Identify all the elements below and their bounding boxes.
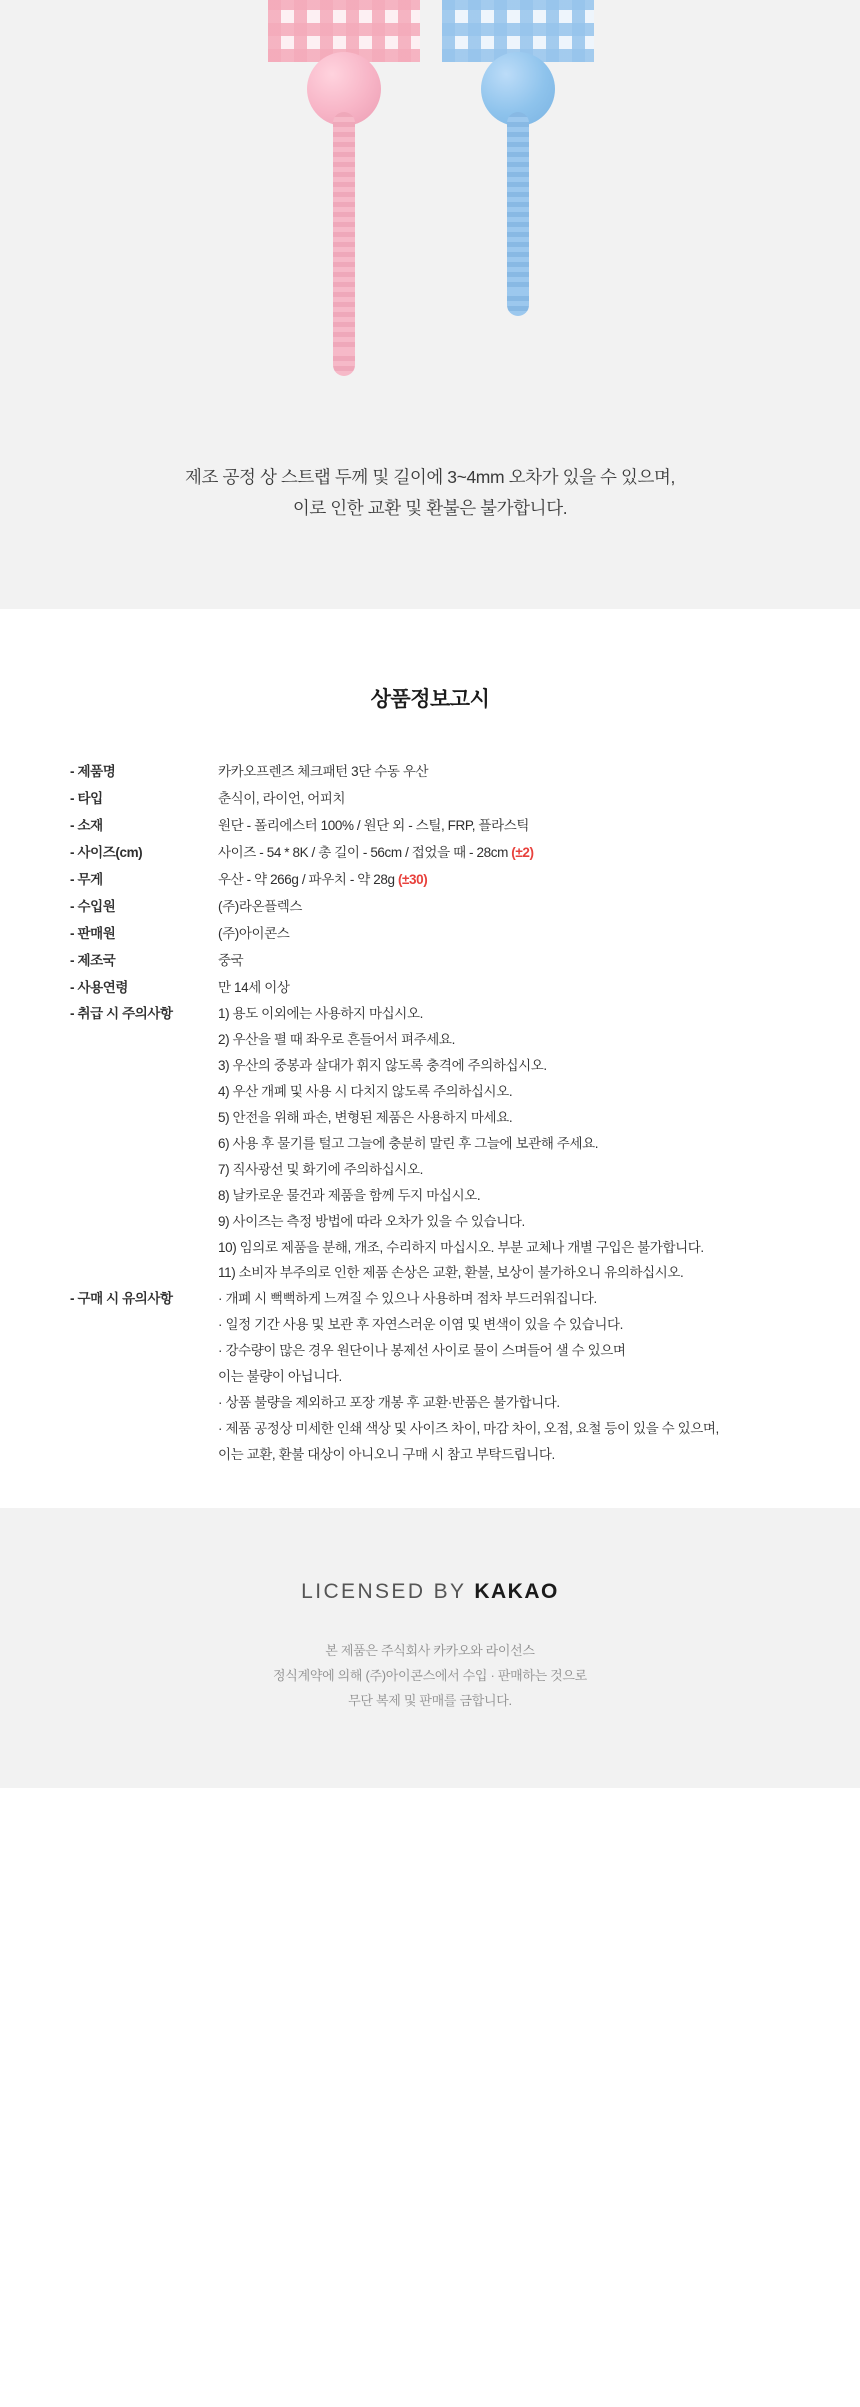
info-row: [70, 948, 790, 975]
info-value-line: 원단 - 폴리에스터 100% / 원단 외 - 스틸, FRP, 플라스틱: [218, 818, 529, 834]
info-value-line: 8) 날카로운 물건과 제품을 함께 두지 마십시오.: [218, 1187, 481, 1203]
info-row-label: - 판매원: [70, 925, 116, 941]
product-info-section: [0, 609, 860, 1507]
license-prefix: LICENSED BY: [301, 1579, 467, 1603]
info-row: [70, 1001, 790, 1286]
info-value-line: 춘식이, 라이언, 어피치: [218, 791, 346, 807]
info-value-line: 카카오프렌즈 체크패턴 3단 수동 우산: [218, 764, 429, 780]
info-value-highlight: (±30): [397, 871, 428, 887]
info-row-value: [216, 1001, 790, 1286]
info-row-value: [216, 975, 790, 1002]
info-row-label: - 무게: [70, 871, 103, 887]
license-line-1: 본 제품은 주식회사 카카오와 라이선스: [325, 1642, 535, 1658]
license-text: [0, 1638, 860, 1714]
info-value-line: 5) 안전을 위해 파손, 변형된 제품은 사용하지 마세요.: [218, 1110, 513, 1126]
info-value-line: 1) 용도 이외에는 사용하지 마십시오.: [218, 1006, 423, 1022]
info-value-line: · 개폐 시 뻑뻑하게 느껴질 수 있으나 사용하며 점차 부드러워집니다.: [218, 1291, 597, 1307]
license-headline: [0, 1580, 860, 1604]
info-row-value: [216, 1286, 790, 1467]
info-row-value: [216, 786, 790, 813]
info-row: [70, 921, 790, 948]
info-value-line: 6) 사용 후 물기를 털고 그늘에 충분히 말린 후 그늘에 보관해 주세요.: [218, 1135, 599, 1151]
info-value-line: 11) 소비자 부주의로 인한 제품 손상은 교환, 환불, 보상이 불가하오니 유의하십시오.: [218, 1265, 684, 1281]
info-row: [70, 1286, 790, 1467]
info-row-value: [216, 894, 790, 921]
info-value-line: · 제품 공정상 미세한 인쇄 색상 및 사이즈 차이, 마감 차이, 오점, 요철 등이 있을 수 있으며,: [218, 1420, 719, 1436]
info-row: [70, 786, 790, 813]
info-value-line: · 상품 불량을 제외하고 포장 개봉 후 교환·반품은 불가합니다.: [218, 1395, 560, 1410]
info-value-line: [218, 840, 790, 866]
info-row-value: [216, 921, 790, 948]
license-footer: [0, 1508, 860, 1788]
info-value-line: 3) 우산의 중봉과 살대가 휘지 않도록 충격에 주의하십시오.: [218, 1058, 547, 1074]
info-value-line: 7) 직사광선 및 화기에 주의하십시오.: [218, 1161, 423, 1177]
info-value-line: · 일정 기간 사용 및 보관 후 자연스러운 이염 및 변색이 있을 수 있습니다.: [218, 1317, 623, 1333]
info-value-line: [218, 867, 790, 893]
info-row-label: - 수입원: [70, 898, 116, 914]
info-value-text: 사이즈 - 54 * 8K / 총 길이 - 56cm / 접었을 때 - 28cm: [218, 844, 508, 860]
info-value-highlight: (±2): [511, 844, 534, 860]
info-row-value: [216, 840, 790, 867]
pink-umbrella-strap-end: [333, 352, 355, 376]
info-row-label: - 제품명: [70, 764, 116, 780]
info-value-text: 우산 - 약 266g / 파우치 - 약 28g: [218, 871, 395, 887]
info-title: 상품정보고시: [370, 688, 490, 712]
info-row: [70, 894, 790, 921]
blue-umbrella-strap-end: [507, 292, 529, 316]
kakao-brand: KAKAO: [474, 1579, 559, 1603]
info-row-label: - 사이즈(cm): [70, 844, 143, 860]
info-row: [70, 840, 790, 867]
info-value-line: 4) 우산 개폐 및 사용 시 다치지 않도록 주의하십시오.: [218, 1084, 513, 1100]
product-photo: [0, 0, 860, 430]
info-row: [70, 975, 790, 1002]
pink-umbrella: [268, 0, 420, 62]
license-line-2: 정식계약에 의해 (주)아이콘스에서 수입 · 판매하는 것으로: [273, 1668, 587, 1684]
pink-umbrella-strap: [333, 112, 355, 362]
blue-umbrella-strap: [507, 112, 529, 302]
notice-line-2: 이로 인한 교환 및 환불은 불가합니다.: [292, 497, 568, 518]
info-row-value: [216, 759, 790, 786]
info-row-value: [216, 867, 790, 894]
product-info-table: [70, 759, 790, 1467]
license-line-3: 무단 복제 및 판매를 금합니다.: [348, 1693, 512, 1709]
info-value-line: 이는 교환, 환불 대상이 아니오니 구매 시 참고 부탁드립니다.: [218, 1446, 555, 1462]
info-row-label: - 소재: [70, 818, 103, 834]
info-row: [70, 867, 790, 894]
info-value-line: 10) 임의로 제품을 분해, 개조, 수리하지 마십시오. 부분 교체나 개별 구입은 불가합니다.: [218, 1239, 704, 1255]
info-row-label: - 사용연령: [70, 979, 129, 995]
info-row-label: - 제조국: [70, 952, 116, 968]
info-value-line: 이는 불량이 아닙니다.: [218, 1369, 342, 1385]
manufacturing-notice: [0, 430, 860, 609]
info-row-label: - 취급 시 주의사항: [70, 1006, 173, 1022]
info-value-line: 9) 사이즈는 측정 방법에 따라 오차가 있을 수 있습니다.: [218, 1213, 525, 1229]
info-value-line: 만 14세 이상: [218, 979, 290, 995]
info-value-line: (주)라온플렉스: [218, 898, 303, 914]
info-row-label: - 타입: [70, 791, 103, 807]
info-row-value: [216, 948, 790, 975]
info-value-line: 2) 우산을 펼 때 좌우로 흔들어서 펴주세요.: [218, 1032, 455, 1048]
info-value-line: (주)아이콘스: [218, 925, 290, 941]
info-row-value: [216, 813, 790, 840]
notice-line-1: 제조 공정 상 스트랩 두께 및 길이에 3~4mm 오차가 있을 수 있으며,: [185, 467, 675, 487]
info-row: [70, 759, 790, 786]
info-row: [70, 813, 790, 840]
info-row-label: - 구매 시 유의사항: [70, 1291, 173, 1307]
info-value-line: · 강수량이 많은 경우 원단이나 봉제선 사이로 물이 스며들어 샐 수 있으며: [218, 1343, 626, 1359]
info-value-line: 중국: [218, 952, 244, 968]
blue-umbrella: [442, 0, 594, 62]
